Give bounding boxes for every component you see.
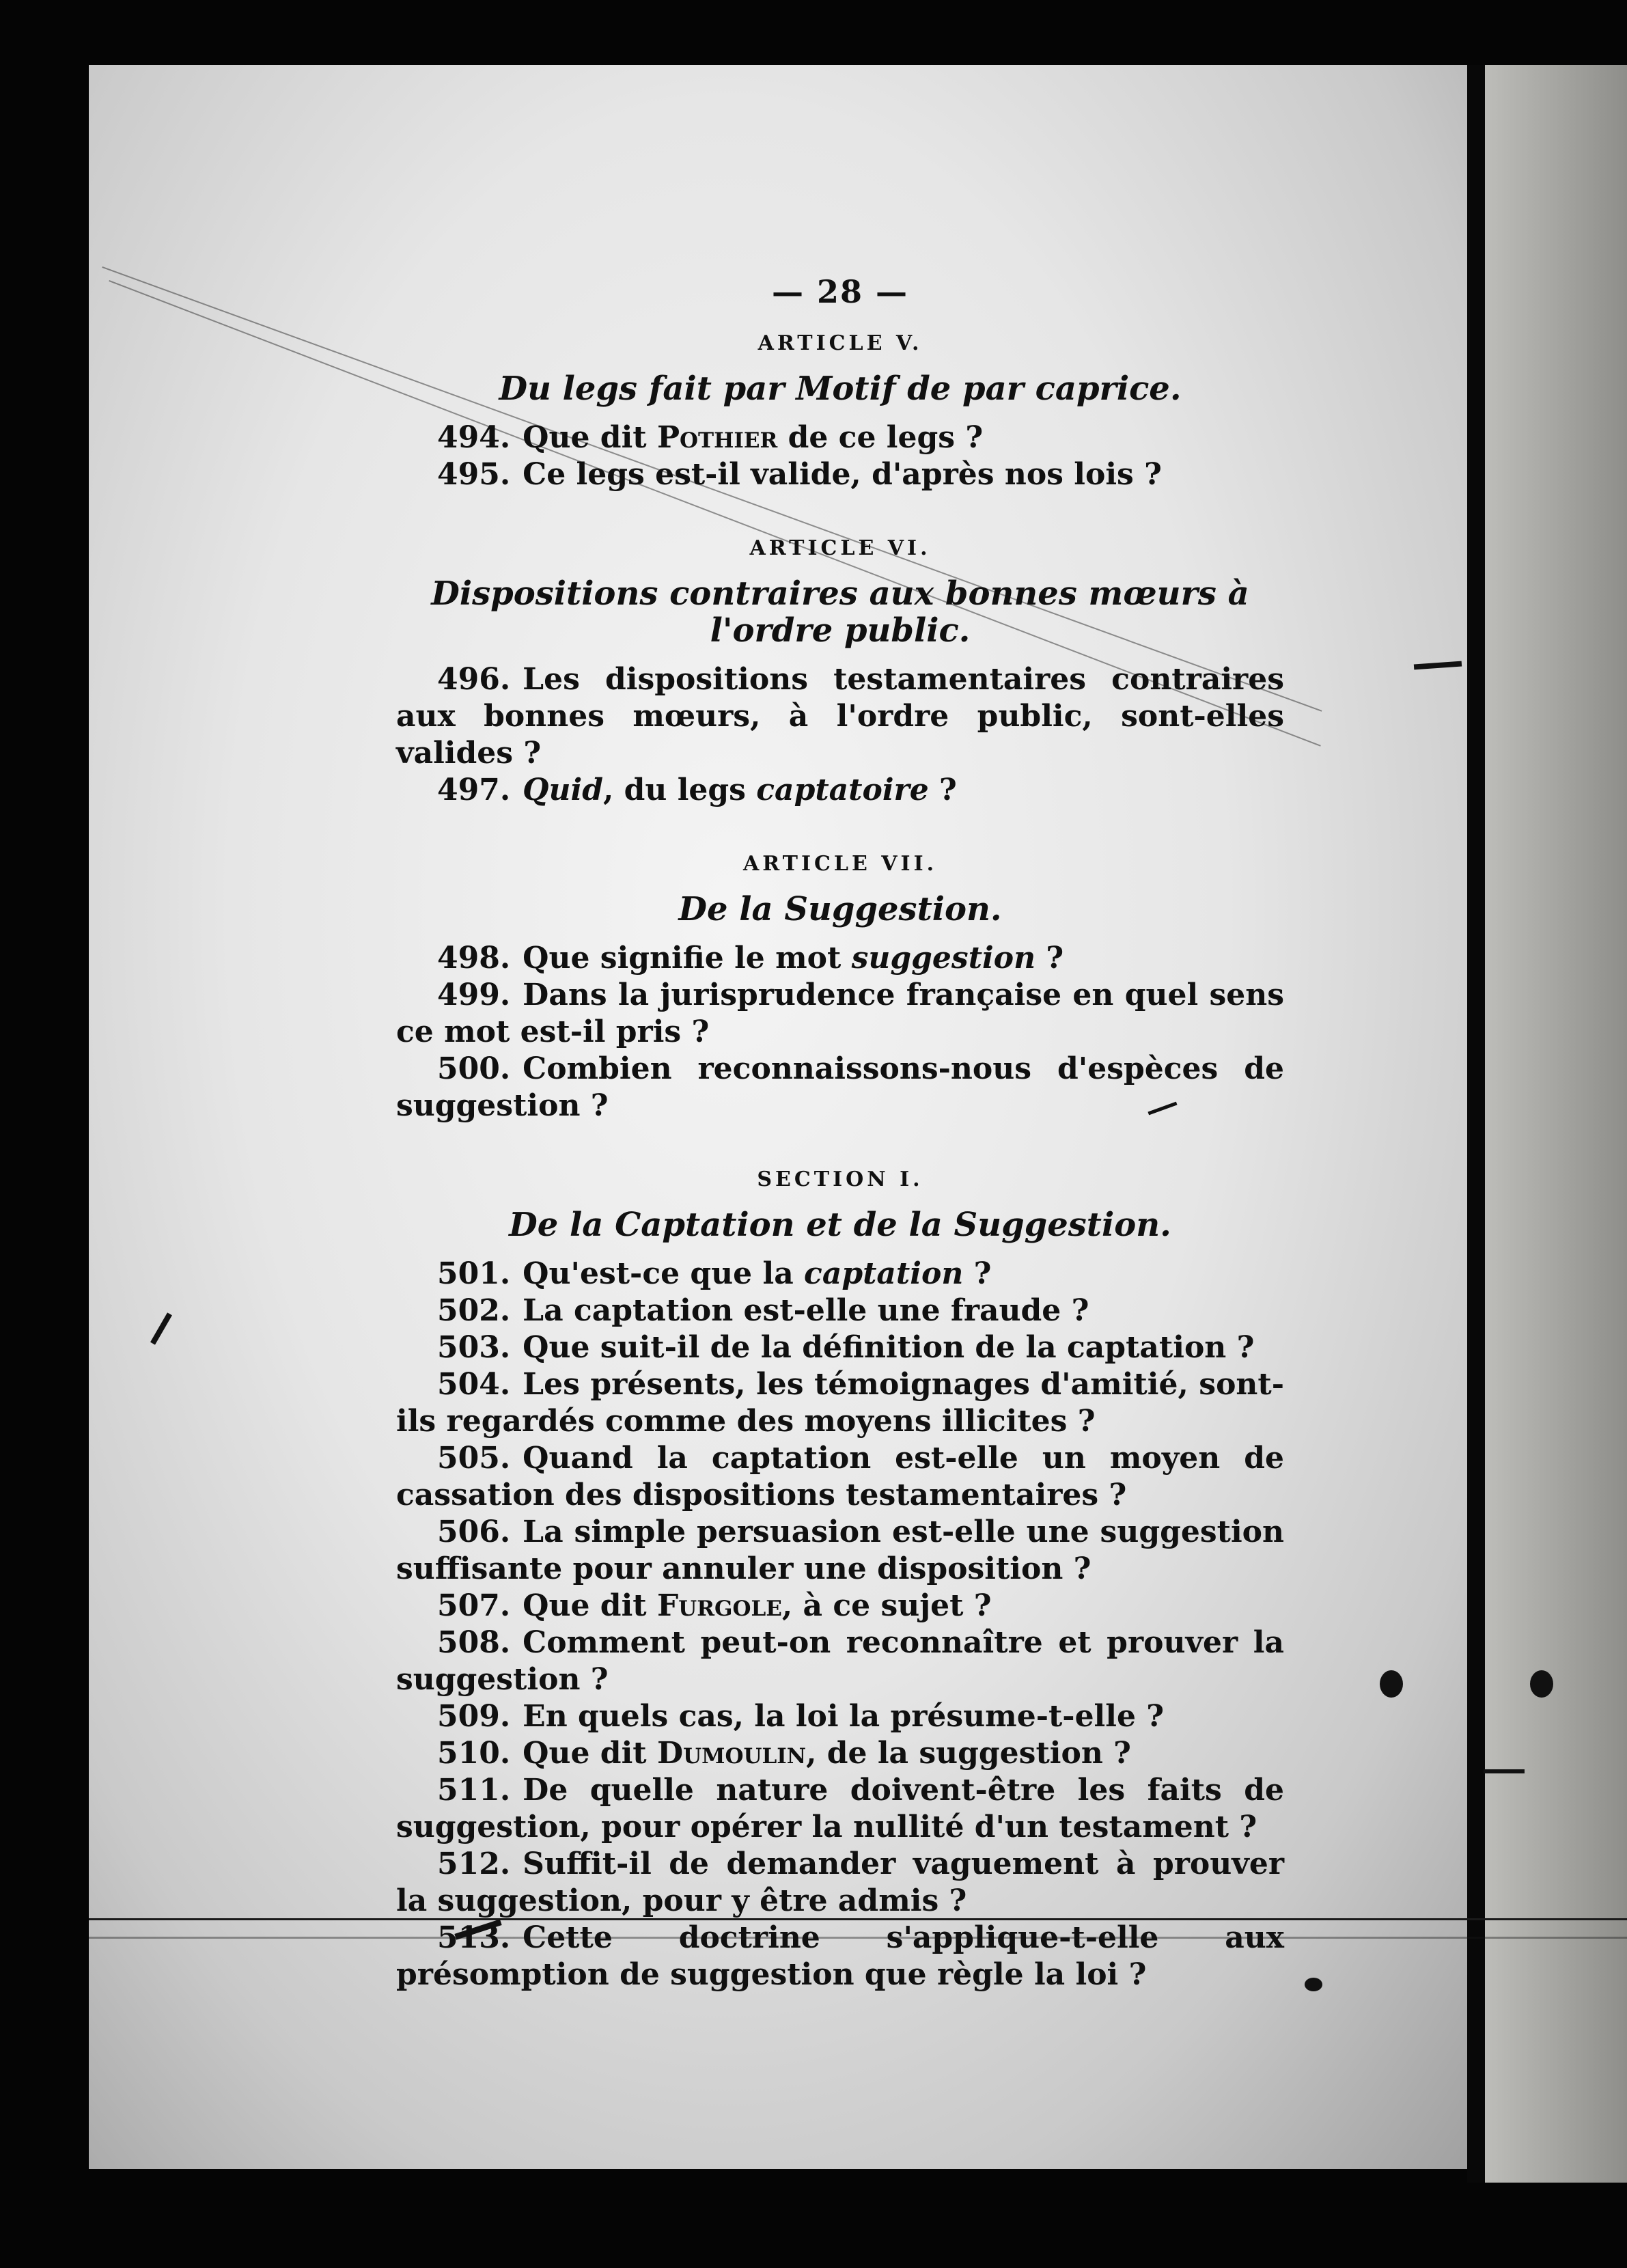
- section-heading: ARTICLE VII.: [742, 852, 938, 876]
- facing-page-edge: [1485, 65, 1627, 2183]
- question-number: 508.: [437, 1625, 511, 1660]
- question-number: 502.: [437, 1293, 511, 1328]
- author-name: Dumoulin: [656, 1736, 807, 1771]
- question-text: Suffit-il de demander vaguement à prouver la suggestion, pour y être admis ?: [396, 1847, 1284, 1918]
- question-number: 509.: [437, 1699, 511, 1734]
- question-item: [396, 1772, 1284, 1846]
- question-item: [396, 1292, 1284, 1329]
- question-number: 503.: [437, 1330, 511, 1365]
- question-text: Les présents, les témoignages d'amitié, sont-ils regardés comme des moyens illicites ?: [396, 1367, 1284, 1439]
- question-item: [396, 456, 1284, 493]
- question-item: [396, 1440, 1284, 1514]
- question-item: [396, 661, 1284, 772]
- section-heading: ARTICLE V.: [757, 331, 923, 355]
- question-text: La captation est-elle une fraude ?: [523, 1293, 1089, 1328]
- question-text: Que dit: [523, 420, 657, 455]
- question-item: [396, 1920, 1284, 1993]
- author-name: Furgole: [656, 1588, 782, 1623]
- question-text: de ce legs ?: [777, 420, 984, 455]
- question-number: 506.: [437, 1515, 511, 1549]
- question-item: [396, 1329, 1284, 1366]
- question-item: [396, 419, 1284, 456]
- spacer: [396, 493, 1284, 523]
- question-text: Combien reconnaissons-nous d'espèces de suggestion ?: [396, 1051, 1284, 1123]
- question-text-italic: suggestion: [851, 941, 1036, 976]
- question-text: ?: [963, 1256, 992, 1291]
- section-title: De la Captation et de la Suggestion.: [509, 1206, 1171, 1244]
- page-number: — 28 —: [771, 273, 909, 310]
- question-number: 504.: [437, 1367, 511, 1402]
- ink-spot: [1305, 1978, 1322, 1991]
- ink-spot: [1380, 1670, 1403, 1698]
- question-text-italic: Quid: [523, 773, 603, 807]
- question-text: Que suit-il de la définition de la captation ?: [523, 1330, 1255, 1365]
- question-text: Ce legs est-il valide, d'après nos lois ?: [523, 457, 1162, 492]
- question-item: [396, 1051, 1284, 1124]
- question-item: [396, 940, 1284, 977]
- question-number: 501.: [437, 1256, 511, 1291]
- question-number: 510.: [437, 1736, 511, 1771]
- question-number: 511.: [437, 1773, 511, 1808]
- question-text: La simple persuasion est-elle une suggestion suffisante pour annuler une disposition ?: [396, 1515, 1284, 1586]
- ink-stroke: [1484, 1769, 1525, 1773]
- question-item: [396, 1624, 1284, 1698]
- page-content: [396, 273, 1284, 1993]
- question-number: 495.: [437, 457, 511, 492]
- question-text: Que signifie le mot: [523, 941, 852, 976]
- question-item: [396, 1846, 1284, 1920]
- question-number: 497.: [437, 773, 511, 807]
- question-text: Que dit: [523, 1736, 657, 1771]
- question-item: [396, 1735, 1284, 1772]
- question-number: 498.: [437, 941, 511, 976]
- question-number: 496.: [437, 662, 511, 697]
- question-number: 507.: [437, 1588, 511, 1623]
- question-number: 499.: [437, 978, 511, 1012]
- question-number: 512.: [437, 1847, 511, 1881]
- question-text: Quand la captation est-elle un moyen de cassation des dispositions testamentaires ?: [396, 1441, 1284, 1512]
- section-title: Du legs fait par Motif de par caprice.: [499, 370, 1182, 408]
- question-text: En quels cas, la loi la présume-t-elle ?: [523, 1699, 1165, 1734]
- question-item: [396, 1698, 1284, 1735]
- question-item: [396, 1366, 1284, 1440]
- question-number: 494.: [437, 420, 511, 455]
- author-name: Pothier: [656, 420, 778, 455]
- question-item: [396, 772, 1284, 809]
- question-item: [396, 1588, 1284, 1624]
- question-number: 513.: [437, 1920, 511, 1955]
- ink-spot: [1530, 1670, 1553, 1698]
- question-text: Qu'est-ce que la: [523, 1256, 805, 1291]
- question-text: Cette doctrine s'applique-t-elle aux présomption de suggestion que règle la loi ?: [396, 1920, 1284, 1992]
- spacer: [396, 1124, 1284, 1154]
- question-text: ?: [1035, 941, 1064, 976]
- question-text: Les dispositions testamentaires contraires aux bonnes mœurs, à l'ordre public, sont-elles valides ?: [396, 662, 1284, 771]
- section-heading: SECTION I.: [757, 1167, 923, 1191]
- question-item: [396, 1514, 1284, 1588]
- question-item: [396, 1256, 1284, 1292]
- section-title: De la Suggestion.: [678, 890, 1002, 928]
- spacer: [396, 809, 1284, 839]
- section-heading: ARTICLE VI.: [749, 536, 931, 560]
- section-title: Dispositions contraires aux bonnes mœurs à l'ordre public.: [431, 575, 1249, 650]
- question-text: , du legs: [602, 773, 757, 807]
- question-item: [396, 977, 1284, 1051]
- question-number: 505.: [437, 1441, 511, 1476]
- question-text: De quelle nature doivent-être les faits de suggestion, pour opérer la nullité d'un testament ?: [396, 1773, 1284, 1844]
- question-text: Que dit: [523, 1588, 657, 1623]
- question-text: , de la suggestion ?: [806, 1736, 1131, 1771]
- question-text: , à ce sujet ?: [781, 1588, 992, 1623]
- question-text-italic: captation: [804, 1256, 964, 1291]
- question-text-italic: captatoire: [756, 773, 929, 807]
- question-text: ?: [928, 773, 957, 807]
- question-text: Comment peut-on reconnaître et prouver la suggestion ?: [396, 1625, 1284, 1697]
- book-spine: [1467, 65, 1485, 2183]
- question-number: 500.: [437, 1051, 511, 1086]
- question-text: Dans la jurisprudence française en quel sens ce mot est-il pris ?: [396, 978, 1284, 1049]
